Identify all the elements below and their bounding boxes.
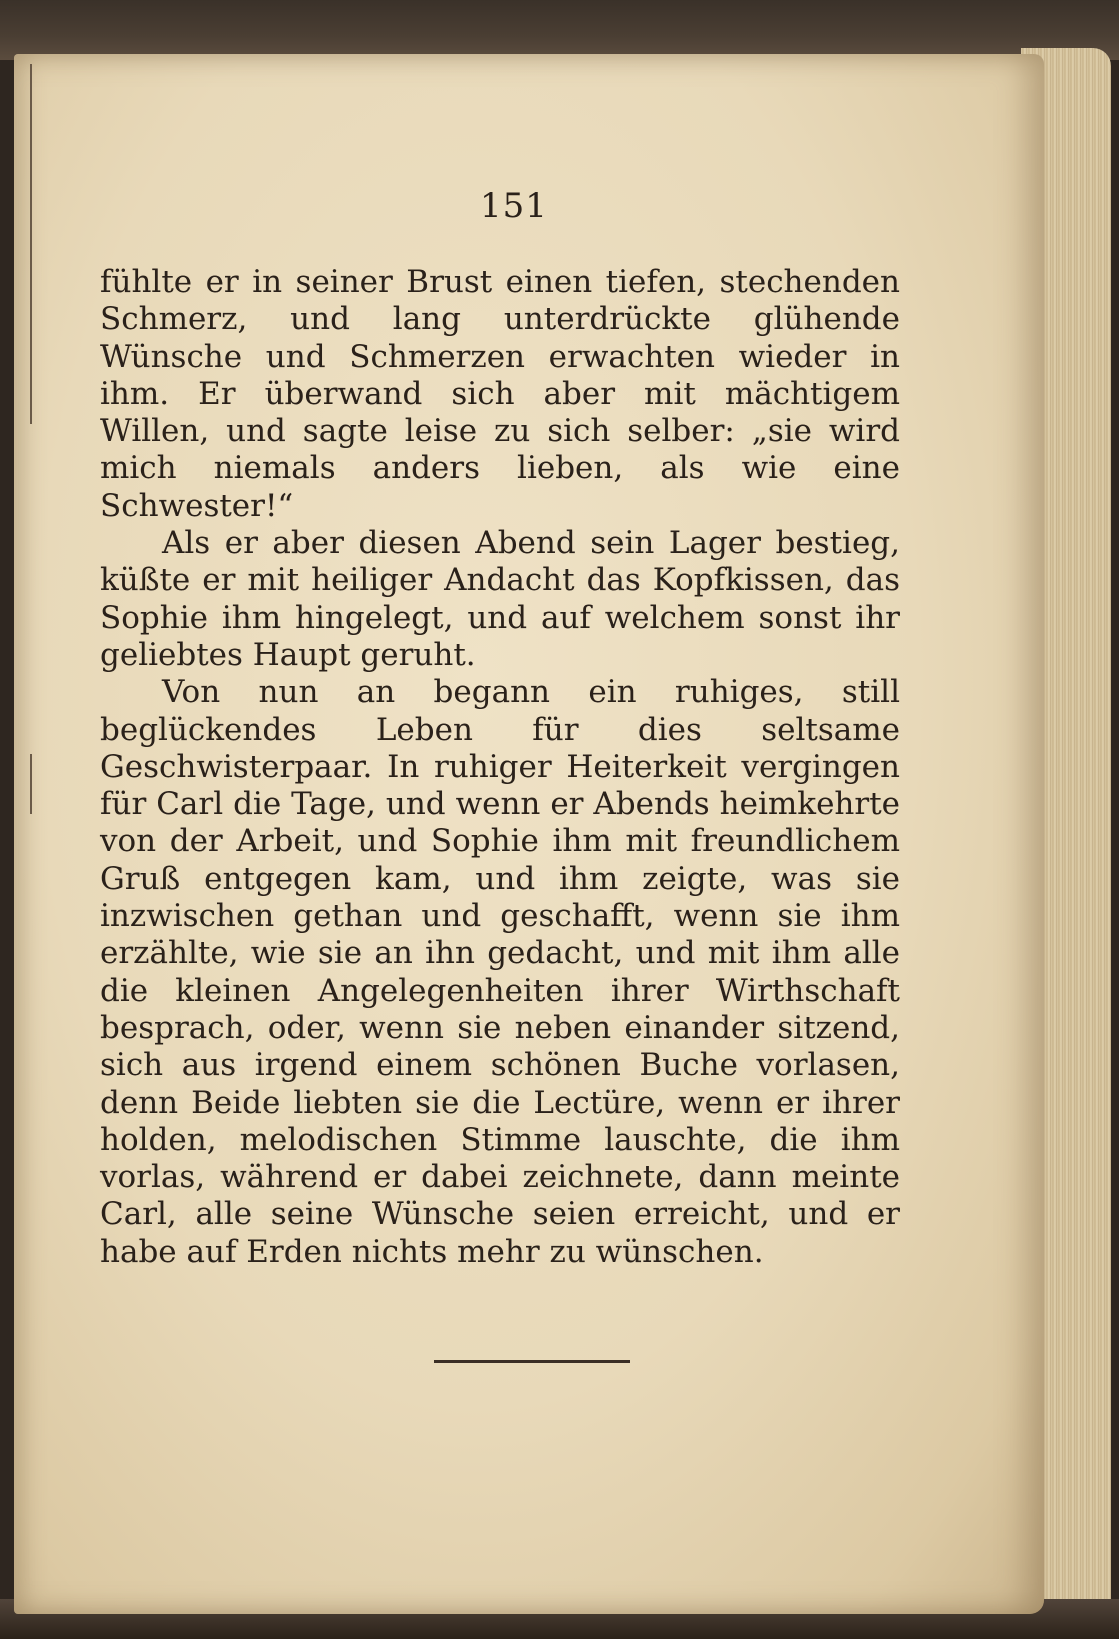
gutter-line	[30, 64, 32, 424]
paragraph: Von nun an begann ein ruhiges, still beglückendes Leben für dies seltsame Geschwisterpaar. In ruhiger Heiterkeit vergingen für Carl die Tage, und wenn er Abends heimkehrte von der Arbeit, und Sophie ihm mit freundlichem Gruß entgegen kam, und ihm zeigte, was sie inzwischen gethan und geschafft, wenn sie ihm erzählte, wie sie an ihn gedacht, und mit ihm alle die kleinen Angelegenheiten ihrer Wirthschaft besprach, oder, wenn sie neben einander sitzend, sich aus irgend einem schönen Buche vorlasen, denn Beide liebten sie die Lectüre, wenn er ihrer holden, melodischen Stimme lauschte, die ihm vorlas, während er dabei zeichnete, dann meinte Carl, alle seine Wünsche seien erreicht, und er habe auf Erden nichts mehr zu wünschen.	[100, 674, 900, 1270]
paragraph: Als er aber diesen Abend sein Lager bestieg, küßte er mit heiliger Andacht das Kopfkissen, das Sophie ihm hingelegt, und auf welchem sonst ihr geliebtes Haupt geruht.	[100, 525, 900, 673]
book-page	[14, 54, 1044, 1614]
book-cover-top	[0, 0, 1119, 60]
body-text	[100, 264, 900, 1271]
section-end-rule	[434, 1360, 630, 1363]
paragraph: fühlte er in seiner Brust einen tiefen, stechenden Schmerz, und lang unterdrückte glühende Wünsche und Schmerzen erwachten wieder in ihm. Er überwand sich aber mit mächtigem Willen, und sagte leise zu sich selber: „sie wird mich niemals anders lieben, als wie eine Schwester!“	[100, 264, 900, 524]
page-number: 151	[480, 186, 548, 226]
gutter-line	[30, 754, 32, 814]
